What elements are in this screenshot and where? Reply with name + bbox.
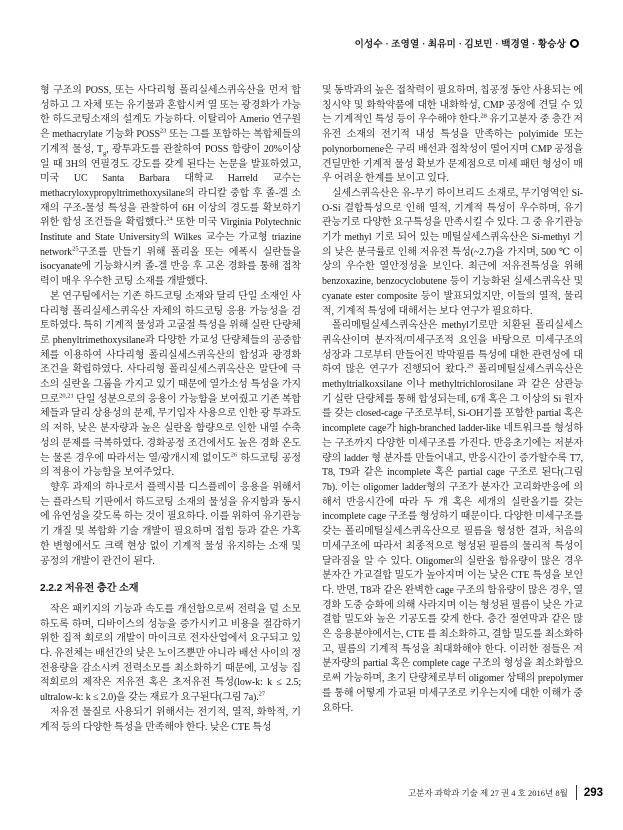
journal-info: 고분자 과학과 기술 제 27 권 4 호 2016년 8월 [407, 787, 568, 798]
left-column [40, 84, 301, 774]
page-number: 293 [583, 786, 603, 799]
corresponding-author-icon [570, 39, 579, 48]
body-paragraph: 및 동박과의 높은 접착력이 필요하며, 칩공정 동안 사용되는 에칭시약 및 화학약품에 대한 내화학성, CMP 공정에 견딜 수 있는 기계적인 특성 등이 우수해야 한다.$^{28}$ 유기고분자 중 층간 저유전 소재의 전기적 내성 특성을 만족하는 polyimide 또는 polynorbornene은 구리 배선과 접착성이 떨어지며 CMP 공정을 견딜만한 기계적 물성 확보가 문제점으로 미세 패턴 형성이 매우 어려운 한계를 보이고 있다. [322, 85, 583, 185]
author-names: 이성수 · 조영열 · 최유미 · 김보민 · 백경열 · 황승상 [354, 40, 566, 50]
page-footer [408, 785, 603, 800]
body-paragraph: 저유전 물질로 사용되기 위해서는 전기적, 열적, 화학적, 기계적 등의 다양한 특성을 만족해야 한다. 낮은 CTE 특성 [40, 706, 301, 733]
body-columns [40, 84, 583, 774]
body-paragraph: 본 연구팀에서는 기존 하드코팅 소재와 달리 단일 소재인 사다리형 폴리실세스퀴옥산 자체의 하드코팅 응용 가능성을 검토하였다. 특히 기계적 물성과 고굴절 특성을 위해 실란 단량체로 phenyltrimethoxysilane과 다양한 가교성 단량체들의 공중합체를 이용하여 사다리형 폴리실세스퀴옥산의 합성과 광경화 조건을 확립하였다. 사다리형 폴리실세스퀴옥산은 말단에 극소의 실란올 그룹을 가지고 있기 때문에 열가소성 특성을 가지므로$^{20,21}$ 단일 성분으로의 응용이 가능함을 보여줬고 기존 복합체들과 달리 상용성의 문제, 무기입자 사용으로 인한 광 투과도의 저하, 낮은 분자량과 높은 실란올 함량으로 인한 내열 수축성의 문제를 극복하였다. 경화공정 조건에서도 높은 경화 온도는 물론 경우에 따라서는 열/광개시제 없이도$^{26}$ 하드코팅 공정의 적용이 가능함을 보여주었다. [40, 290, 301, 479]
body-paragraph: 형 구조의 POSS, 또는 사다리형 폴리실세스퀴옥산을 먼저 합성하고 그 자체 또는 유기물과 혼합시켜 열 또는 광경화가 가능한 하드코팅소재의 설계도 가능하다. 이탈리아 Amerio 연구원은 methacrylate 기능화 POSS$^{23}$ 또는 그를 포함하는 복합체들의 기계적 물성, $T_g$, 광투과도를 관찰하여 POSS 함량이 20%이상 일 때 3H의 연필경도 강도를 갖게 된다는 논문을 발표하였고, 미국 UC Santa Barbara 대학교 Harreld 교수는 methacryloxypropyltrimethoxysilane의 라디칼 중합 후 졸-겔 소재의 구조-물성 특성을 관찰하여 6H 이상의 경도를 확보하기 위한 합성 조건들을 확립했다.$^{24}$ 또한 미국 Virginia Polytechnic Institute and State University의 Wilkes 교수는 가교형 triazine network$^{25}$구조를 만들기 위해 폴리올 또는 에폭시 실란들을 isocyanate에 기능화시켜 졸-겔 반응 후 고온 경화를 통해 접착력이 매우 우수한 코팅 소재를 개발했다. [40, 85, 301, 288]
authors-header [40, 36, 579, 50]
body-paragraph: 작은 패키지의 기능과 속도를 개선함으로써 전력을 덜 소모하도록 하며, 디바이스의 성능을 증가시키고 비용을 절감하기 위한 집적 회로의 개발이 마이크로 전자산업에서 요구되고 있다. 유전체는 배선간의 낮은 노이즈뿐만 아니라 배선 사이의 정전용량을 감소시켜 전력소모를 최소화하기 때문에, 고성능 집적회로의 제작은 저유전 혹은 초저유전 특성(low-k: k ≤ 2.5; ultralow-k: k ≤ 2.0)을 갖는 재료가 요구된다(그림 7a).$^{27}$ [40, 603, 301, 704]
footer-divider-line [576, 785, 577, 800]
body-paragraph: 실세스퀴옥산은 유-무기 하이브리드 소재로, 무기영역인 Si-O-Si 결합특성으로 인해 열적, 기계적 특성이 우수하며, 유기 관능기로 다양한 요구특성을 만족시킬 수 있다. 그 중 유기관능기가 methyl 기로 되어 있는 메틸실세스퀴옥산은 Si-methyl 기의 낮은 분극률로 인해 저유전 특성(~2.7)을 가지며, 500 ℃ 이상의 우수한 열안정성을 보인다. 최근에 저유전특성을 위해 benzoxazine, benzocyclobutene 등이 기능화된 실세스퀴옥산 및 cyanate ester composite 등이 발표되었지만, 이들의 열적, 물리적, 기계적 특성에 대해서는 보다 연구가 필요하다. [322, 187, 583, 317]
right-column [322, 84, 583, 774]
body-paragraph: 향후 과제의 하나로서 플렉시블 디스플레이 응용을 위해서는 플라스틱 기판에서 하드코팅 소재의 물성을 유지함과 동시에 유연성을 갖도록 하는 것이 필요하다. 이를 위하여 유기관능기 개질 및 복합화 기술 개발이 필요하며 접힘 등과 같은 가혹한 변형에서도 크랙 현상 없이 기계적 물성 유지하는 소재 및 공정의 개발이 관건이 된다. [40, 481, 301, 567]
body-paragraph: 폴리메틸실세스퀴옥산은 methyl기로만 치환된 폴리실세스퀴옥산이며 분자적/미세구조적 요인을 바탕으로 미세구조의 성장과 그로부터 만들어진 박막필름 특성에 대한 관련성에 대하여 많은 연구가 진행되어 왔다.$^{29}$ 폴리메틸실세스퀴옥산은 methyltrialkoxsilane 이나 methyltrichlorosilane 과 같은 삼관능기 실란 단량체를 통해 합성되는데, 6개 혹은 그 이상의 Si 원자를 갖는 closed-cage 구조로부터, Si-OH기를 포함한 partial 혹은 incomplete cage가 high-branched ladder-like 네트워크를 형성하는 구조까지 다양한 미세구조를 가진다. 반응초기에는 저분자량의 ladder 형 분자를 만들어내고, 반응시간이 증가할수록 T7, T8, T9과 같은 incomplete 혹은 partial cage 구조로 된다(그림 7b). 이는 oligomer ladder형의 구조가 분자간 고리화반응에 의해서 반응시간에 따라 두 개 혹은 세개의 실란올기를 갖는 incomplete cage 구조를 형성하기 때문이다. 다양한 미세구조를 갖는 폴리메틸실세스퀴옥산으로 필름을 형성한 결과, 처음의 미세구조에 따라서 최종적으로 형성된 필름의 물리적 특성이 달라짐을 알 수 있다. Oligomer의 실란올 함유량이 많은 경우 분자간 가교결합 밀도가 높아지며 이는 낮은 CTE 특성을 보인다. 반면, T8과 같은 완벽한 cage 구조의 함유량이 많은 경우, 열경화 도중 승화에 의해 사라지며 이는 형성된 필름이 낮은 가교결합 밀도와 높은 기공도를 갖게 한다. 층간 절연막과 같은 많은 응용분야에서는, CTE 를 최소화하고, 결함 밀도를 최소화하고, 필름의 기계적 특성을 최대화해야 한다. 이러한 점들은 저분자량의 partial 혹은 complete cage 구조의 형성을 최소화함으로써 가능하며, 초기 단량체로부터 oligomer 상태의 prepolymer를 통해 어떻게 가교된 미세구조로 키우는지에 대한 이해가 중요하다. [322, 320, 583, 714]
section-heading: 2.2.2 저유전 층간 소재 [40, 583, 139, 595]
